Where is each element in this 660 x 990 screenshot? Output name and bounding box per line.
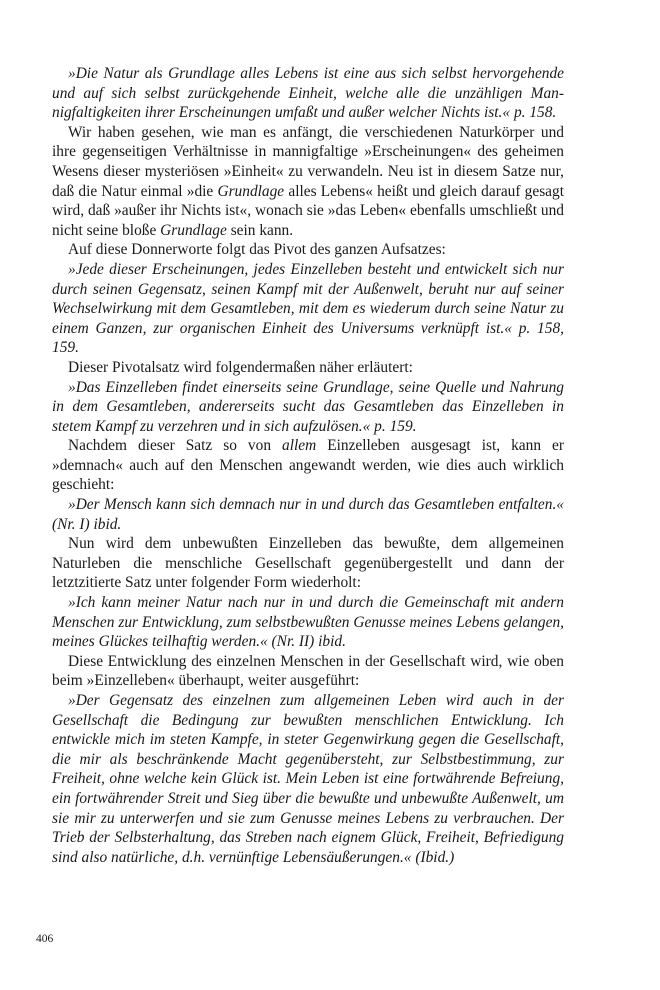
text-run: Dieser Pivotalsatz wird folgendermaßen näher erläutert: (68, 358, 413, 376)
quote-paragraph (52, 260, 564, 358)
quote-paragraph (52, 593, 564, 652)
text-run: »Die Natur als Grundlage alles Lebens ist eine aus sich selbst hervorgehende und auf sich selbst zurückgehende Einheit, welche alle die unzähligen Mannigfaltigkeiten ihrer Erscheinungen umfaßt und außer welcher Nichts ist.« p. 158. (52, 65, 564, 122)
text-run: Nun wird dem unbewußten Einzelleben das bewußte, dem allgemeinen Naturleben die menschliche Gesellschaft gegenübergestellt und dann der letztzitierte Satz unter folgender Form wiederholt: (52, 535, 564, 592)
text-run: »Ich kann meiner Natur nach nur in und durch die Gemeinschaft mit andern Menschen zur Entwicklung, zum selbstbewußten Genusse meines Lebens gelangen, meines Glückes teilhaftig werden.« (Nr. II) ibid. (52, 594, 564, 651)
body-paragraph (52, 436, 564, 495)
emphasis-run: allem (282, 437, 317, 455)
page-number: 406 (36, 933, 54, 945)
body-paragraph (52, 534, 564, 593)
body-paragraph (52, 358, 564, 378)
body-paragraph (52, 240, 564, 260)
quote-paragraph (52, 64, 564, 123)
body-paragraph (52, 123, 564, 241)
emphasis-run: Grundlage (217, 182, 285, 200)
quote-paragraph (52, 691, 564, 867)
quote-paragraph (52, 378, 564, 437)
text-run: »Der Mensch kann sich demnach nur in und durch das Gesamtleben entfalten.« (Nr. I) ibid. (52, 496, 564, 533)
quote-paragraph (52, 495, 564, 534)
text-run: Auf diese Donnerworte folgt das Pivot des ganzen Aufsatzes: (68, 241, 446, 259)
page-text-block (52, 64, 564, 867)
text-run: Einzelleben ausgesagt ist, kann er »demnach« auch auf den Menschen angewandt werden, wie dies auch wirklich geschieht: (52, 437, 564, 494)
text-run: Nachdem dieser Satz so von (68, 437, 283, 455)
text-run: »Der Gegensatz des einzelnen zum allgemeinen Leben wird auch in der Gesellschaft die Bedingung zur bewußten menschlichen Entwicklung. Ich entwickle mich im steten Kampfe, in steter Gegenwirkung gegen die Gesellschaft, die mir als beschränkende Macht gegenübersteht, zur Selbstbestimmung, zur Freiheit, ohne welche kein Glück ist. Mein Leben ist eine fortwährende Befreiung, ein fortwährender Streit und Sieg über die bewußte und unbewußte Außenwelt, um sie mir zu unterwerfen und sie zum Genusse meines Lebens zu verbrauchen. Der Trieb der Selbsterhaltung, das Streben nach eignem Glück, Freiheit, Befriedigung sind also natürliche, d.h. vernünftige Lebensäußerungen.« (Ibid.) (52, 692, 564, 866)
emphasis-run: Grundlage (160, 221, 227, 239)
text-run: »Jede dieser Erscheinungen, jedes Einzelleben besteht und entwickelt sich nur durch seinen Gegensatz, seinen Kampf mit der Außenwelt, beruht nur auf seiner Wechselwirkung mit dem Gesamtleben, mit dem es wiederum durch seine Natur zu einem Ganzen, zur organischen Einheit des Universums verknüpft ist.« p. 158, 159. (52, 260, 564, 357)
text-run: Wir haben gesehen, wie man es anfängt, die verschiedenen Naturkörper und ihre gegenseitigen Verhältnisse in mannigfaltige »Erscheinungen« des geheimen Wesens dieser mysteriösen »Einheit« zu verwandeln. Neu ist in diesem Satze nur, daß die Natur einmal »die (52, 123, 564, 200)
text-run: sein kann. (226, 221, 294, 239)
text-run: »Das Einzelleben findet einerseits seine Grundlage, seine Quelle und Nahrung in dem Gesamtleben, andererseits sucht das Gesamtleben das Einzelleben in stetem Kampf zu verzehren und in sich aufzulösen.« p. 159. (52, 378, 564, 435)
text-run: Diese Entwicklung des einzelnen Menschen in der Gesellschaft wird, wie oben beim »Einzelleben« überhaupt, weiter ausgeführt: (52, 652, 564, 690)
text-run: alles Lebens« heißt und gleich darauf gesagt wird, daß »außer ihr Nichts ist«, wonach sie »das Leben« ebenfalls umschließt und nicht seine bloße (52, 182, 564, 239)
body-paragraph (52, 652, 564, 691)
